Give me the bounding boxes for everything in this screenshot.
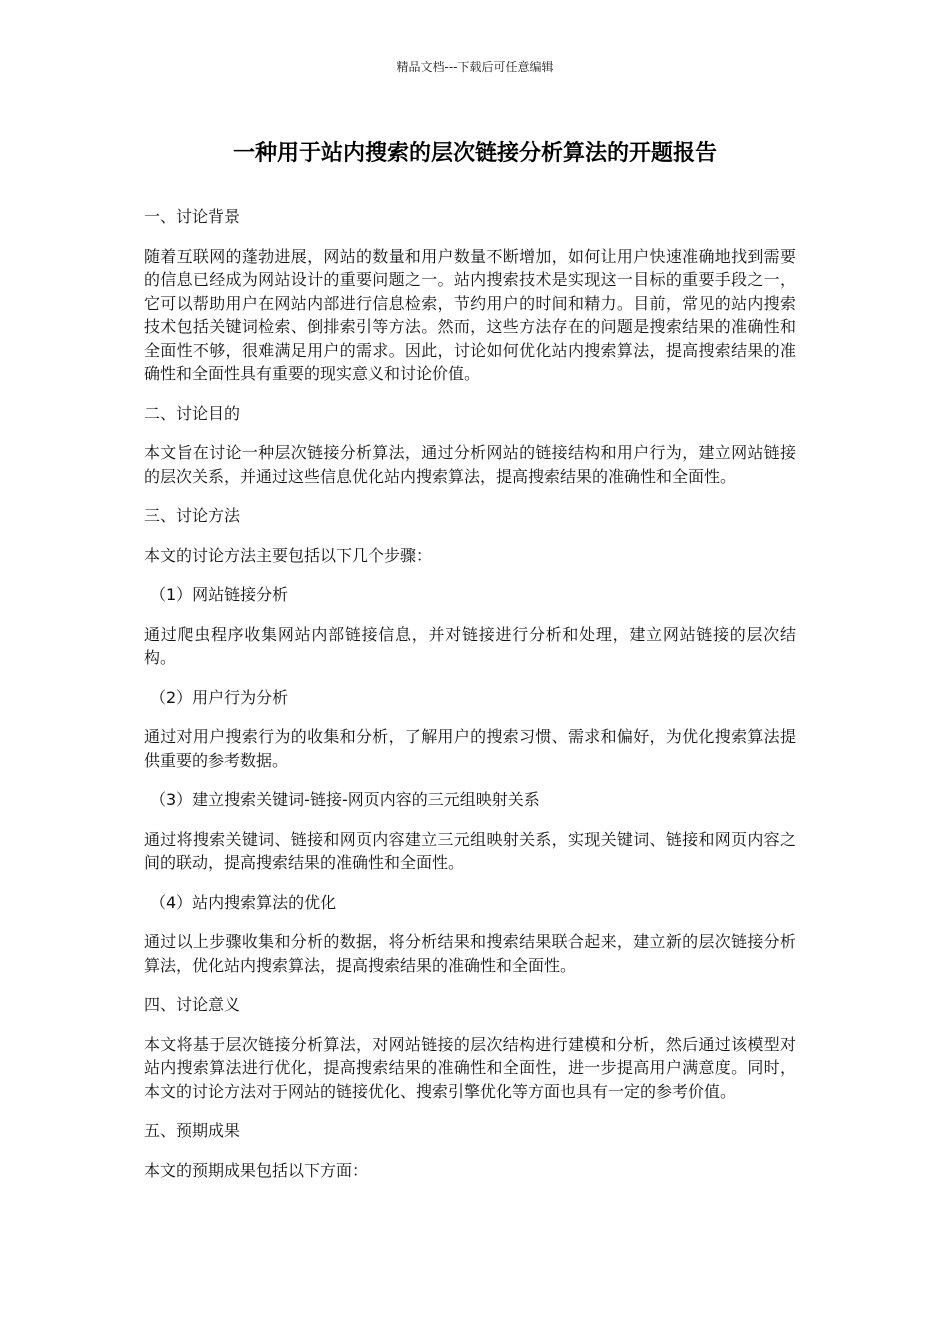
section-heading-background: 一、讨论背景 [144, 207, 241, 226]
paragraph-step-1: 通过爬虫程序收集网站内部链接信息，并对链接进行分析和处理，建立网站链接的层次结构。 [144, 624, 796, 667]
header-note: 精品文档---下载后可任意编辑 [396, 60, 554, 74]
paragraph-step-2: 通过对用户搜索行为的收集和分析，了解用户的搜索习惯、需求和偏好，为优化搜索算法提供重要的参考数据。 [144, 727, 796, 770]
paragraph-step-4: 通过以上步骤收集和分析的数据，将分析结果和搜索结果联合起来，建立新的层次链接分析算法，优化站内搜索算法，提高搜索结果的准确性和全面性。 [144, 932, 796, 975]
section-heading-method: 三、讨论方法 [144, 506, 241, 525]
paragraph-method-intro: 本文的讨论方法主要包括以下几个步骤： [144, 545, 433, 565]
paragraph-expected-results: 本文的预期成果包括以下方面： [144, 1160, 369, 1180]
paragraph-step-3: 通过将搜索关键词、链接和网页内容建立三元组映射关系，实现关键词、链接和网页内容之间的联动，提高搜索结果的准确性和全面性。 [144, 829, 796, 872]
document-title: 一种用于站内搜索的层次链接分析算法的开题报告 [232, 141, 717, 166]
step-heading-3: （3）建立搜索关键词-链接-网页内容的三元组映射关系 [150, 790, 540, 809]
section-heading-expected-results: 五、预期成果 [144, 1121, 241, 1140]
document-body [144, 205, 796, 1198]
section-heading-significance: 四、讨论意义 [144, 995, 241, 1014]
step-heading-2: （2）用户行为分析 [150, 687, 289, 707]
section-heading-purpose: 二、讨论目的 [144, 403, 241, 423]
paragraph-significance: 本文将基于层次链接分析算法，对网站链接的层次结构进行建模和分析，然后通过该模型对站内搜索算法进行优化，提高搜索结果的准确性和全面性，进一步提高用户满意度。同时，本文的讨论方法对于网站的链接优化、搜索引擎优化等方面也具有一定的参考价值。 [144, 1034, 796, 1101]
paragraph-background: 随着互联网的蓬勃进展，网站的数量和用户数量不断增加，如何让用户快速准确地找到需要的信息已经成为网站设计的重要问题之一。站内搜索技术是实现这一目标的重要手段之一，它可以帮助用户在网站内部进行信息检索，节约用户的时间和精力。目前，常见的站内搜索技术包括关键词检索、倒排索引等方法。然而，这些方法存在的问题是搜索结果的准确性和全面性不够，很难满足用户的需求。因此，讨论如何优化站内搜索算法，提高搜索结果的准确性和全面性具有重要的现实意义和讨论价值。 [144, 246, 796, 383]
step-heading-4: （4）站内搜索算法的优化 [150, 892, 337, 912]
step-heading-1: （1）网站链接分析 [150, 585, 289, 604]
paragraph-purpose: 本文旨在讨论一种层次链接分析算法，通过分析网站的链接结构和用户行为，建立网站链接的层次关系，并通过这些信息优化站内搜索算法，提高搜索结果的准确性和全面性。 [144, 443, 796, 486]
